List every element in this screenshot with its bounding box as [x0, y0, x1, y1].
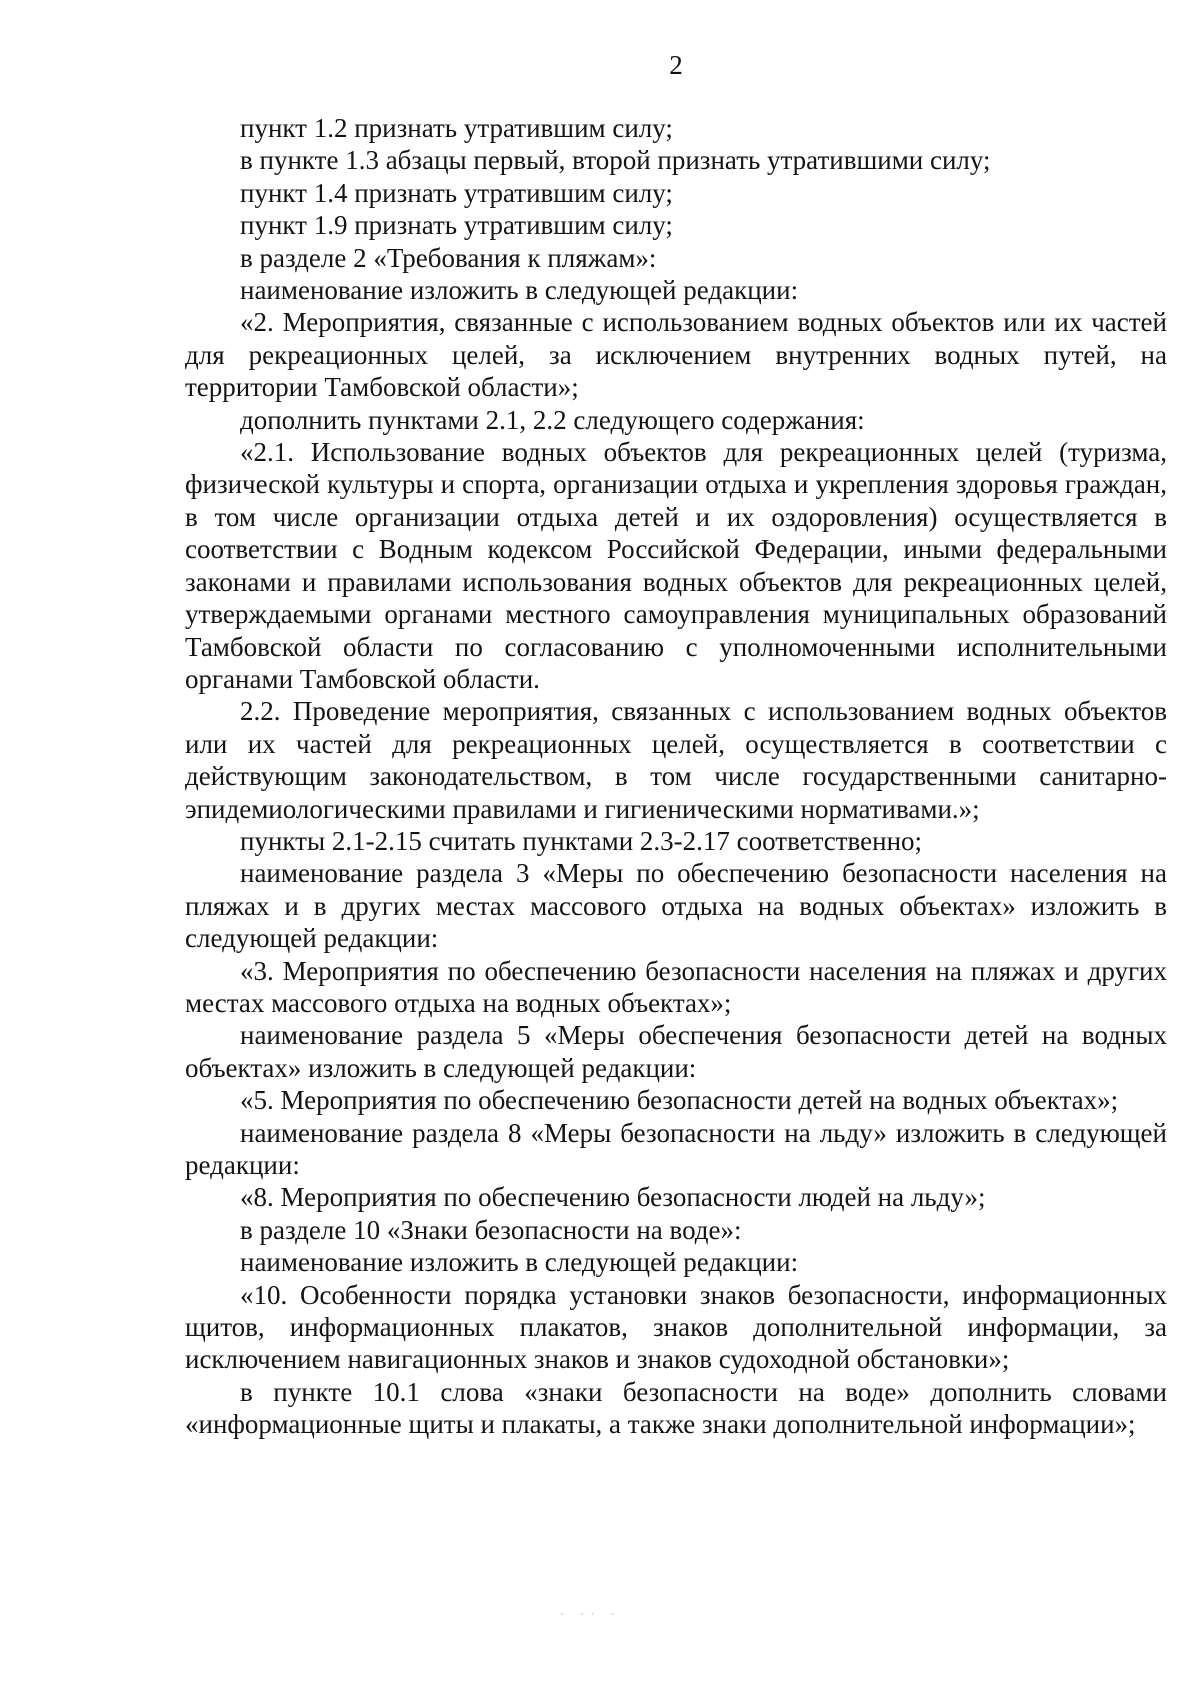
- paragraph: «5. Мероприятия по обеспечению безопасности детей на водных объектах»;: [240, 1085, 1119, 1116]
- page-number: 2: [669, 50, 683, 80]
- paragraph: наименование раздела 8 «Меры безопасности на льду» изложить в следующей редакции:: [185, 1117, 1167, 1180]
- paragraph: пункт 1.2 признать утратившим силу;: [240, 113, 673, 143]
- paragraph: «2.1. Использование водных объектов для рекреационных целей (туризма, физической культуры и спорта, организации отдыха и укрепления здоровья граждан, в том числе организации отдыха детей и их оздоровления) осуществляется в соответствии с Водным кодексом Российской Федерации, иными федеральными законами и правилами использования водных объектов для рекреационных целей, утверждаемыми органами местного самоуправления муниципальных образований Тамбовской области по согласованию с уполномоченными исполнительными органами Тамбовской области.: [185, 437, 1167, 694]
- paragraph: наименование раздела 3 «Меры по обеспечению безопасности населения на пляжах и в других местах массового отдыха на водных объектах» изложить в следующей редакции:: [185, 858, 1167, 954]
- document-body: [185, 112, 1167, 1441]
- paragraph: пункты 2.1-2.15 считать пунктами 2.3-2.17 соответственно;: [240, 825, 923, 856]
- paragraph: «8. Мероприятия по обеспечению безопасности людей на льду»;: [240, 1182, 986, 1213]
- paragraph: «3. Мероприятия по обеспечению безопасности населения на пляжах и других местах массового отдыха на водных объектах»;: [185, 955, 1167, 1018]
- paragraph: дополнить пунктами 2.1, 2.2 следующего содержания:: [240, 404, 865, 435]
- paragraph: в разделе 2 «Требования к пляжам»:: [240, 242, 657, 273]
- paragraph: в пункте 10.1 слова «знаки безопасности на воде» дополнить словами «информационные щиты и плакаты, а также знаки дополнительной информации»;: [185, 1376, 1167, 1440]
- paragraph: «10. Особенности порядка установки знаков безопасности, информационных щитов, информационных плакатов, знаков дополнительной информации, за исключением навигационных знаков и знаков судоходной обстановки»;: [185, 1279, 1167, 1375]
- paragraph: 2.2. Проведение мероприятия, связанных с использованием водных объектов или их частей для рекреационных целей, осуществляется в соответствии с действующим законодательством, в том числе государственными санитарно-эпидемиологическими правилами и гигиеническими нормативами.»;: [185, 696, 1167, 824]
- paragraph: пункт 1.9 признать утратившим силу;: [240, 210, 673, 241]
- scan-artifact: · ·· ·: [560, 1608, 621, 1623]
- paragraph: наименование изложить в следующей редакции:: [240, 1247, 799, 1278]
- paragraph: пункт 1.4 признать утратившим силу;: [240, 177, 673, 208]
- paragraph: в разделе 10 «Знаки безопасности на воде»:: [240, 1214, 742, 1245]
- paragraph: в пункте 1.3 абзацы первый, второй признать утратившими силу;: [240, 145, 991, 176]
- paragraph: наименование раздела 5 «Меры обеспечения безопасности детей на водных объектах» изложить в следующей редакции:: [185, 1020, 1167, 1083]
- paragraph: наименование изложить в следующей редакции:: [240, 275, 799, 306]
- paragraph: «2. Мероприятия, связанные с использованием водных объектов или их частей для рекреационных целей, за исключением внутренних водных путей, на территории Тамбовской области»;: [185, 307, 1167, 403]
